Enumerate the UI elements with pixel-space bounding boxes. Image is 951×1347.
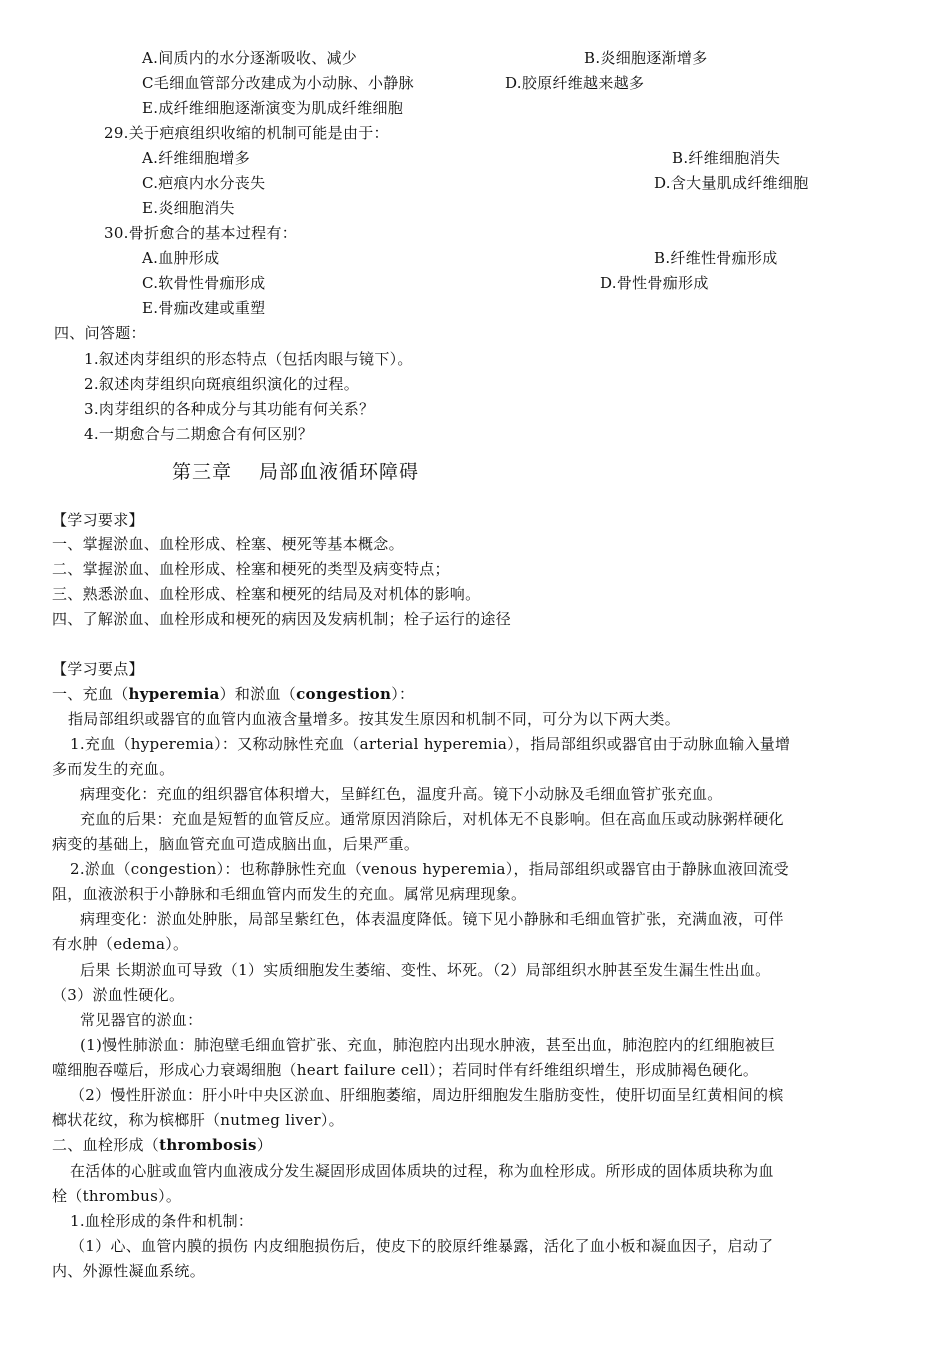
q28-option-a: A.间质内的水分逐渐吸收、减少 xyxy=(142,49,358,67)
paragraph-line: 1.充血（hyperemia）：又称动脉性充血（arterial hyperemia），指局部组织或器官由于动脉血输入量增 xyxy=(70,735,791,753)
term-thrombosis: thrombosis xyxy=(159,1136,257,1154)
paragraph-line: 多而发生的充血。 xyxy=(52,760,175,778)
paragraph-line: 病理变化：充血的组织器官体积增大，呈鲜红色，温度升高。镜下小动脉及毛细血管扩张充血。 xyxy=(80,785,723,803)
paragraph-line: 常见器官的淤血： xyxy=(80,1011,203,1029)
q28-option-e: E.成纤维细胞逐渐演变为肌成纤维细胞 xyxy=(142,99,404,117)
qa-item: 2.叙述肉芽组织向斑痕组织演化的过程。 xyxy=(84,375,360,393)
q30-option-e: E.骨痂改建或重塑 xyxy=(142,299,266,317)
paragraph-line: 榔状花纹，称为槟榔肝（nutmeg liver）。 xyxy=(52,1111,344,1129)
section-text: 一、充血（ xyxy=(52,685,129,703)
paragraph-line: 2.淤血（congestion）：也称静脉性充血（venous hyperemia），指局部组织或器官由于静脉血液回流受 xyxy=(70,860,789,878)
section-text: 二、血栓形成（ xyxy=(52,1136,160,1154)
q30-option-b: B.纤维性骨痂形成 xyxy=(654,249,778,267)
paragraph-line: 1.血栓形成的条件和机制： xyxy=(70,1212,254,1230)
chapter-title: 第三章 局部血液循环障碍 xyxy=(172,461,420,483)
paragraph-line: （2）慢性肝淤血：肝小叶中央区淤血、肝细胞萎缩，周边肝细胞发生脂肪变性，使肝切面呈红黄相间的槟 xyxy=(70,1086,784,1104)
paragraph-line: （3）淤血性硬化。 xyxy=(52,986,185,1004)
paragraph-line: 指局部组织或器官的血管内血液含量增多。按其发生原因和机制不同，可分为以下两大类。 xyxy=(68,710,681,728)
paragraph-line: 有水肿（edema）。 xyxy=(52,935,189,953)
q28-option-b: B.炎细胞逐渐增多 xyxy=(584,49,708,67)
section-text: ）和淤血（ xyxy=(219,685,297,703)
q28-option-d: D.胶原纤维越来越多 xyxy=(505,74,645,92)
paragraph-line: （1）心、血管内膜的损伤 内皮细胞损伤后，使皮下的胶原纤维暴露，活化了血小板和凝血因子，启动了 xyxy=(70,1237,774,1255)
q30-option-a: A.血肿形成 xyxy=(142,249,220,267)
q30-option-d: D.骨性骨痂形成 xyxy=(600,274,709,292)
requirement-item: 三、熟悉淤血、血栓形成、栓塞和梗死的结局及对机体的影响。 xyxy=(52,585,481,603)
q30-stem: 30.骨折愈合的基本过程有： xyxy=(104,224,298,242)
section-heading-thrombosis xyxy=(52,1135,272,1155)
q28-option-c: C毛细血管部分改建成为小动脉、小静脉 xyxy=(142,74,414,92)
qa-heading: 四、问答题： xyxy=(54,324,146,342)
qa-item: 4.一期愈合与二期愈合有何区别？ xyxy=(84,425,314,443)
points-heading: 【学习要点】 xyxy=(52,660,144,678)
section-text: ） xyxy=(256,1136,273,1154)
term-hyperemia: hyperemia xyxy=(128,685,220,703)
q29-option-c: C.疤痕内水分丧失 xyxy=(142,174,266,192)
paragraph-line: 噬细胞吞噬后，形成心力衰竭细胞（heart failure cell）；若同时伴有纤维组织增生，形成肺褐色硬化。 xyxy=(52,1061,759,1079)
requirement-item: 二、掌握淤血、血栓形成、栓塞和梗死的类型及病变特点； xyxy=(52,560,450,578)
q29-option-b: B.纤维细胞消失 xyxy=(672,149,781,167)
section-text: ）： xyxy=(391,685,415,703)
requirement-item: 四、了解淤血、血栓形成和梗死的病因及发病机制；栓子运行的途径 xyxy=(52,610,512,628)
requirements-heading: 【学习要求】 xyxy=(52,511,144,529)
q29-stem: 29.关于疤痕组织收缩的机制可能是由于： xyxy=(104,124,389,142)
paragraph-line: 阻，血液淤积于小静脉和毛细血管内而发生的充血。属常见病理现象。 xyxy=(52,885,527,903)
q29-option-d: D.含大量肌成纤维细胞 xyxy=(654,174,809,192)
q29-option-a: A.纤维细胞增多 xyxy=(142,149,251,167)
qa-item: 3.肉芽组织的各种成分与其功能有何关系？ xyxy=(84,400,375,418)
paragraph-line: 病理变化：淤血处肿胀，局部呈紫红色，体表温度降低。镜下见小静脉和毛细血管扩张，充满血液，可伴 xyxy=(80,910,784,928)
paragraph-line: 内、外源性凝血系统。 xyxy=(52,1262,206,1280)
term-congestion: congestion xyxy=(296,685,392,703)
paragraph-line: 栓（thrombus）。 xyxy=(52,1187,182,1205)
paragraph-line: 充血的后果：充血是短暂的血管反应。通常原因消除后，对机体无不良影响。但在高血压或动脉粥样硬化 xyxy=(80,810,784,828)
requirement-item: 一、掌握淤血、血栓形成、栓塞、梗死等基本概念。 xyxy=(52,535,404,553)
paragraph-line: 后果 长期淤血可导致（1）实质细胞发生萎缩、变性、坏死。（2）局部组织水肿甚至发生漏生性出血。 xyxy=(80,961,771,979)
paragraph-line: 在活体的心脏或血管内血液成分发生凝固形成固体质块的过程，称为血栓形成。所形成的固体质块称为血 xyxy=(70,1162,774,1180)
section-heading-hyperemia xyxy=(52,684,414,704)
qa-item: 1.叙述肉芽组织的形态特点（包括肉眼与镜下）。 xyxy=(84,350,413,368)
paragraph-line: 病变的基础上，脑血管充血可造成脑出血，后果严重。 xyxy=(52,835,420,853)
q30-option-c: C.软骨性骨痂形成 xyxy=(142,274,266,292)
paragraph-line: (1)慢性肺淤血：肺泡壁毛细血管扩张、充血，肺泡腔内出现水肿液，甚至出血，肺泡腔内的红细胞被巨 xyxy=(80,1036,776,1054)
q29-option-e: E.炎细胞消失 xyxy=(142,199,235,217)
